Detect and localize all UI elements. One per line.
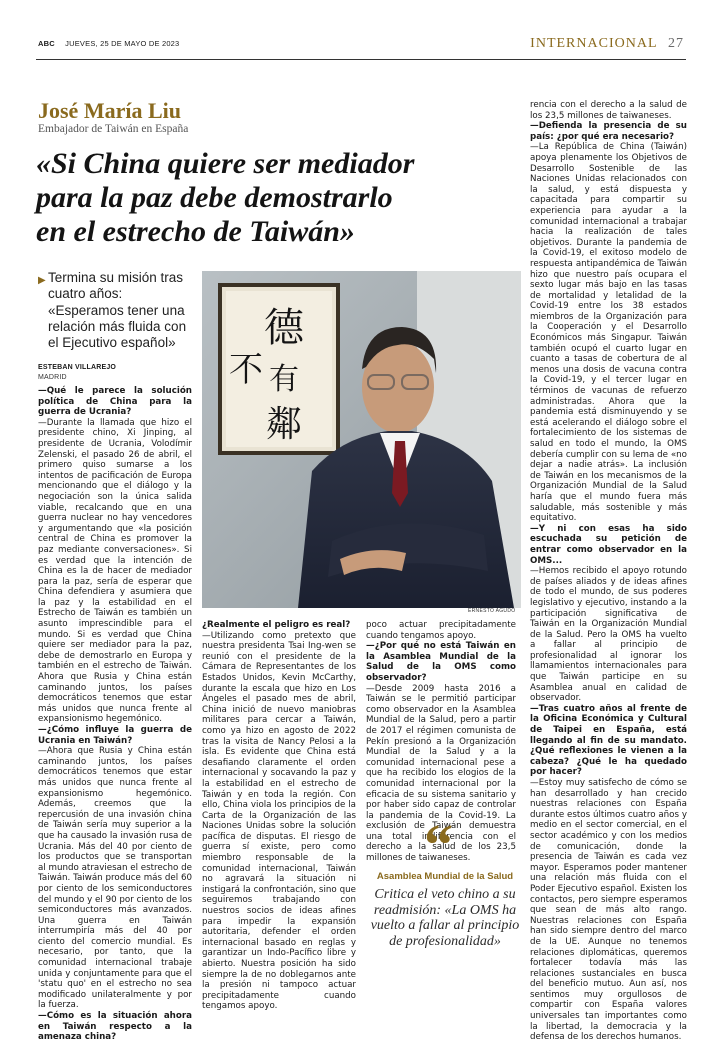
calligraphy-char: 不 bbox=[229, 350, 263, 390]
page-header-right bbox=[530, 36, 684, 52]
interview-answer: —Estoy muy satisfecho de cómo se han desarrollado y han crecido nuestras relaciones con España durante estos últimos cuatro años y medio en el sector comercial, en el sector académico y con los medios de comunicación, donde la presencia de Taiwán es cada vez mayor. Esperamos poder mantener una relación más fluida con el Poder Ejecutivo español. Existen los contactos, pero siempre esperamos que sean de más alto rango. Nuestras relaciones con España han sido siempre dentro del marco de la UE. Aunque no tenemos relaciones diplomáticas, queremos fortalecer todavía más las relaciones sustanciales en busca del beneficio mutuo. Aun así, nos sentimos muy orgullosos de compartir con España valores universales tan importantes como la libertad, la democracia y la defensa de los derechos humanos. bbox=[530, 778, 687, 1043]
pull-quote-label: Asamblea Mundial de la Salud bbox=[376, 871, 514, 882]
interview-answer: —Durante la llamada que hizo el presidente chino, Xi Jinping, al presidente de Ucrania, Volodímir Zelenski, el pasado 26 de abril, el primero quiso sumarse a los intentos de pacificación de Europa mencionando que el diálogo y la negociación son la única salida viable, recalcando que en una guerra nuclear no hay vencedores y argumentando que «la posición central de China es promover la paz mediante conversaciones». Si es verdad que la intención de China es la de hacer de mediador para la paz, sería de esperar que China defendiera y asumiera que la paz y la estabilidad en el Estrecho de Taiwán es también un asunto imprescindible para el mundo. Si es verdad que China quiere ser mediador para la paz, debe de demostrarlo en Europa y también en el estrecho de Taiwán. Ahora que Rusia y China están caminando juntos, los países democráticos tenemos que estar más unidos que nunca frente al expansionismo hegemónico. bbox=[38, 417, 192, 725]
interview-answer: —Utilizando como pretexto que nuestra presidenta Tsai Ing-wen se reunió con el presidente de la Cámara de Representantes de los Estados Unidos, Kevin McCarthy, durante la escala que hizo en Los Ángeles el pasado mes de abril, China inició de nuevo maniobras militares para cercar a Taiwán, como ya hizo en agosto de 2022 tras la visita de Nancy Pelosi a la isla. Es evidente que China está desafiando claramente el orden internacional y socavando la paz y la estabilidad en el estrecho de Taiwán y en toda la región. Con ello, China viola los principios de la Carta de la Organización de las Naciones Unidas sobre la solución pacífica de disputas. El riesgo de guerra sí existe, pero como miembro responsable de la comunidad internacional, Taiwán no agravará la situación ni instigará la confrontación, sino que seguiremos trabajando con nuestros socios de ideas afines para impedir la expansión autoritaria, defender el orden internacional basado en reglas y garantizar un Indo-Pacífico libre y abierto. Nuestra posición ha sido siempre la de no doblegarnos ante la presión ni tampoco actuar precipitadamente cuando tengamos apoyo. bbox=[202, 630, 356, 1012]
interview-answer: poco actuar precipitadamente cuando tengamos apoyo. bbox=[366, 620, 516, 641]
byline-place: MADRID bbox=[38, 374, 67, 381]
article-column-1 bbox=[38, 386, 192, 1043]
interview-question: —Defienda la presencia de su país: ¿por qué era necesario? bbox=[530, 121, 687, 142]
triangle-bullet-icon: ▶ bbox=[38, 275, 46, 286]
newspaper-brand: ABC bbox=[38, 39, 55, 48]
portrait-illustration bbox=[202, 271, 521, 608]
interviewee-name: José María Liu bbox=[38, 98, 181, 123]
subheadline bbox=[38, 270, 198, 351]
interview-question: —¿Cómo influye la guerra de Ucrania en Taiwán? bbox=[38, 725, 192, 746]
issue-date: JUEVES, 25 DE MAYO DE 2023 bbox=[65, 39, 180, 48]
article-column-3 bbox=[366, 620, 516, 864]
interview-question: ¿Realmente el peligro es real? bbox=[202, 620, 351, 630]
interview-question: —Y ni con esas ha sido escuchada su petición de entrar como observador en la OMS... bbox=[530, 523, 687, 566]
headline-line: en el estrecho de Taiwán» bbox=[36, 215, 355, 248]
pull-quote bbox=[366, 812, 524, 955]
article-column-4 bbox=[530, 100, 687, 1043]
interview-answer: rencia con el derecho a la salud de los 23,5 millones de taiwaneses. bbox=[530, 100, 687, 121]
portrait-photo bbox=[202, 271, 521, 608]
interviewee-role: Embajador de Taiwán en España bbox=[38, 123, 189, 135]
headline-line: para la paz debe demostrarlo bbox=[36, 181, 393, 214]
section-name: INTERNACIONAL bbox=[530, 36, 658, 51]
interview-answer: —Ahora que Rusia y China están caminando juntos, los países democráticos tenemos que estar más unidos que nunca frente al expansionismo hegemónico. Además, creemos que la repercusión de una invasión china de Taiwán sería muy superior a la que ha causado la invasión rusa de Ucrania. Más del 40 por ciento de los productos que se transportan al mundo atraviesan el estrecho de Taiwán. Taiwán produce más del 60 por ciento de los semiconductores del mundo y el 90 por ciento de los semiconductores más avanzados. Una guerra en Taiwán interrumpiría más del 40 por ciento del comercio mundial. Es necesario, por tanto, que la comunidad internacional trabaje unida y conjuntamente para que el 'statu quo' en el estrecho no sea modificado unilateralmente y por la fuerza. bbox=[38, 746, 192, 1011]
calligraphy-char: 德 bbox=[264, 305, 304, 351]
interview-answer: —Hemos recibido el apoyo rotundo de países aliados y de ideas afines de todo el mundo, de sus poderes legislativo y ejecutivo, instando a la participación significativa de Taiwán en la Organización Mundial de la Salud. Pero la OMS ha vuelto a fallar al principio de profesionalidad al ignorar los llamamientos internacionales para que Taiwán participe en su Asamblea anual en calidad de observador. bbox=[530, 566, 687, 704]
pull-quote-text: Critica el veto chino a su readmisión: «La OMS ha vuelto a fallar al principio de profesionalidad» bbox=[370, 887, 520, 949]
article-column-2 bbox=[202, 620, 356, 1012]
page-number: 27 bbox=[668, 36, 684, 51]
interview-question: —Tras cuatro años al frente de la Oficina Económica y Cultural de Taipei en España, está llegando al fin de su mandato. ¿Qué reflexiones le vienen a la cabeza? ¿Qué le ha quedado por hacer? bbox=[530, 703, 687, 778]
calligraphy-char: 鄰 bbox=[265, 404, 303, 445]
subheadline-text: Termina su misión tras cuatro años: «Esperamos tener una relación más fluida con el Ejecutivo español» bbox=[48, 270, 187, 351]
interview-question: —¿Por qué no está Taiwán en la Asamblea Mundial de la Salud de la OMS como observador? bbox=[366, 641, 516, 683]
interview-question: —Qué le parece la solución política de China para la guerra de Ucrania? bbox=[38, 386, 192, 418]
header-divider bbox=[36, 59, 686, 60]
headline-line: «Si China quiere ser mediador bbox=[36, 147, 415, 180]
quote-marks-icon: “ bbox=[424, 812, 453, 877]
interview-question: —Cómo es la situación ahora en Taiwán respecto a la amenaza china? bbox=[38, 1011, 192, 1043]
photo-credit: ERNESTO AGUDO bbox=[468, 608, 516, 614]
page-header-left bbox=[38, 39, 179, 48]
interview-answer: —Desde 2009 hasta 2016 a Taiwán se le permitió participar como observador en la Asamblea Mundial de la Salud, pero a partir de 2017 el régimen comunista de Pekín presionó a la Organización Mundial de la Salud y a la comunidad internacional pese a que ha recibido los elogios de la comunidad internacional por la eficacia de su sistema sanitario y por haber sido capaz de controlar la pandemia de la Covid-19. La exclusión de Taiwán demuestra una total indiferencia con el derecho a la salud de los 23,5 millones de taiwaneses. bbox=[366, 683, 516, 864]
byline bbox=[38, 364, 116, 381]
headline bbox=[36, 147, 506, 249]
calligraphy-char: 有 bbox=[269, 362, 299, 397]
byline-author: ESTEBAN VILLAREJO bbox=[38, 364, 117, 371]
interview-answer: —La República de China (Taiwán) apoya plenamente los Objetivos de Desarrollo Sostenible de las Naciones Unidas relacionados con la salud, y está dispuesta y capacitada para compartir su experiencia para ayudar a la comunidad internacional a trabajar hacia la realización de tales objetivos. Durante la pandemia de la Covid-19, el exitoso modelo de respuesta antipandémica de Taiwán hizo que nuestro país ocupara el sexto lugar más bajo en las tasas de mortalidad y letalidad de la Covid-19 entre los 38 estados miembros de la Organización para la Cooperación y el Desarrollo Económicos más Singapur. Taiwán también ocupó el cuarto lugar en cuanto a tasas de cobertura de al menos una dosis de vacuna contra la Covid-19, y el tercer lugar en términos de vacunas de refuerzo administradas. Ahora que la pandemia está disminuyendo y se está acelerando el diálogo sobre el fortalecimiento de los sistemas de salud en todo el mundo, la OMS debería cumplir con su lema de «no dejar a nadie atrás». La inclusión de Taiwán en los mecanismos de la Organización Mundial de la Salud haría que el mundo fuera más saludable, más sostenible y más equitativo. bbox=[530, 142, 687, 524]
